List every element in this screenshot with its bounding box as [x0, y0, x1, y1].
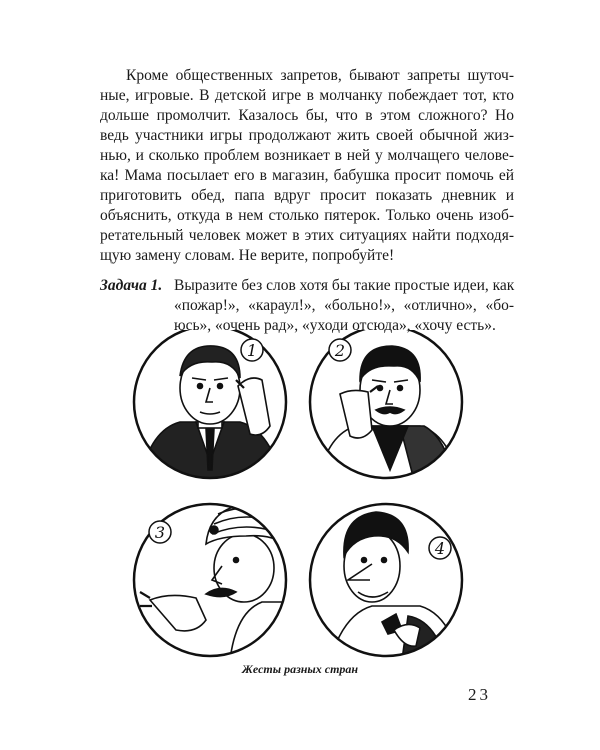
- paragraph-line: дольше промолчит. Казалось бы, что в этом сложного? Но: [100, 107, 514, 124]
- paragraph-line: объяснить, откуда в нем столько пятерок. Только очень изоб-: [100, 207, 514, 224]
- paragraph-line: ные, игровые. В детской игре в молчанку побеждает тот, кто: [100, 87, 514, 104]
- portrait-2: [310, 330, 462, 480]
- task-line: Выразите без слов хотя бы такие простые идеи, как: [174, 277, 515, 294]
- gestures-illustration: [0, 330, 600, 670]
- paragraph-line: ретательный человек может в этих ситуациях найти подходя-: [100, 227, 514, 244]
- portrait-4: [310, 504, 462, 660]
- task-label: Задача 1.: [100, 277, 163, 294]
- portrait-number: 2: [334, 341, 346, 360]
- portrait-number: 1: [246, 341, 258, 360]
- paragraph-line: ведь участники игры продолжают жить своей обычной жиз-: [100, 127, 514, 144]
- paragraph-line: ка! Мама посылает его в магазин, бабушка просит помочь ей: [100, 167, 514, 184]
- paragraph-line: Кроме общественных запретов, бывают запреты шуточ-: [126, 67, 514, 84]
- page-number: 23: [468, 685, 491, 704]
- portrait-number: 4: [434, 539, 446, 558]
- portrait-3: [134, 504, 300, 660]
- paragraph-line: приготовить обед, папа вдруг просит показать дневник и: [100, 187, 514, 204]
- paragraph-line: щую замену словам. Не верите, попробуйте!: [100, 247, 395, 264]
- portrait-1: [134, 330, 286, 480]
- portrait-number: 3: [154, 523, 166, 542]
- task-line: «пожар!», «караул!», «больно!», «отлично», «бо-: [174, 297, 514, 314]
- figure-caption: Жесты разных стран: [241, 662, 359, 676]
- task-line: юсь», «очень рад», «уходи отсюда», «хочу есть».: [174, 317, 496, 334]
- paragraph-line: нью, и сколько проблем возникает в ней у молчащего челове-: [100, 147, 514, 164]
